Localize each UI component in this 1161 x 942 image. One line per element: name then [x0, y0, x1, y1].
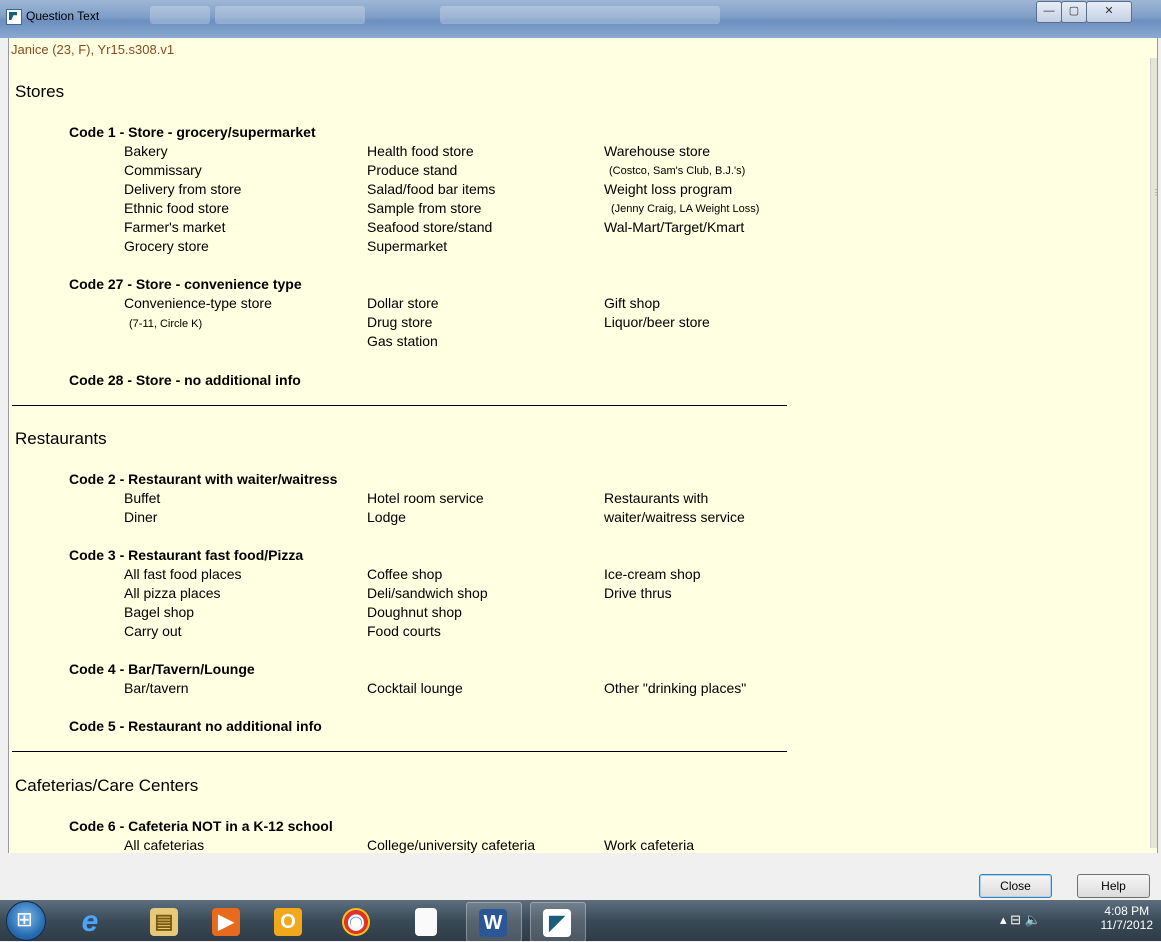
list-item: Sample from store	[367, 200, 482, 216]
list-item: Supermarket	[367, 238, 448, 254]
code-heading: Code 27 - Store - convenience type	[69, 276, 302, 292]
taskbar-word[interactable]	[466, 902, 522, 942]
outlook-icon: O	[274, 908, 302, 936]
folder-icon: ▤	[150, 908, 178, 936]
list-item: Farmer's market	[124, 219, 226, 235]
list-item: Carry out	[124, 623, 182, 639]
list-item: Convenience-type store	[124, 295, 272, 311]
list-item-note: (Jenny Craig, LA Weight Loss)	[611, 203, 760, 215]
question-text-panel[interactable]	[8, 38, 1158, 854]
close-button[interactable]: Close	[979, 874, 1052, 898]
list-item: Gift shop	[604, 295, 661, 311]
list-item: Delivery from store	[124, 181, 242, 197]
list-item: Liquor/beer store	[604, 314, 710, 330]
media-player-icon: ▶	[212, 908, 240, 936]
taskbar-outlook[interactable]	[262, 902, 316, 940]
list-item: Food courts	[367, 623, 441, 639]
code-heading: Code 1 - Store - grocery/supermarket	[69, 124, 316, 140]
title-bar[interactable]	[0, 0, 1161, 38]
list-item: Weight loss program	[604, 181, 733, 197]
taskbar	[0, 900, 1161, 941]
list-item: Dollar store	[367, 295, 439, 311]
list-item: Wal-Mart/Target/Kmart	[604, 219, 745, 235]
list-item: Other "drinking places"	[604, 680, 747, 696]
respondent-info: Janice (23, F), Yr15.s308.v1	[11, 42, 175, 57]
scrollbar-grip-icon[interactable]: ⋮	[1152, 188, 1160, 197]
list-item: College/university cafeteria	[367, 837, 536, 853]
code-heading: Code 3 - Restaurant fast food/Pizza	[69, 547, 304, 563]
section-title-stores: Stores	[15, 82, 65, 101]
list-item: Gas station	[367, 333, 438, 349]
list-item: Coffee shop	[367, 566, 443, 582]
internet-explorer-icon: e	[81, 905, 99, 938]
maximize-button[interactable]: ▢	[1061, 1, 1087, 23]
list-item: waiter/waitress service	[604, 509, 745, 525]
window-title: Question Text	[26, 9, 100, 23]
app-icon	[6, 9, 22, 25]
code-heading: Code 4 - Bar/Tavern/Lounge	[69, 661, 255, 677]
blank-document-icon	[415, 908, 437, 936]
windows-start-button[interactable]	[6, 901, 46, 941]
code-heading: Code 28 - Store - no additional info	[69, 372, 301, 388]
list-item: Buffet	[124, 490, 161, 506]
list-item-note: (Costco, Sam's Club, B.J.'s)	[609, 165, 746, 177]
clock-time: 4:08 PM	[1104, 904, 1150, 918]
section-title-restaurants: Restaurants	[15, 429, 107, 448]
help-button[interactable]: Help	[1077, 874, 1150, 898]
chrome-icon: ◉	[342, 908, 370, 936]
list-item: Hotel room service	[367, 490, 484, 506]
list-item: Bagel shop	[124, 604, 195, 620]
taskbar-chrome[interactable]	[330, 902, 384, 940]
list-item: Bakery	[124, 143, 168, 159]
list-item: Drug store	[367, 314, 433, 330]
vertical-scrollbar[interactable]	[1150, 58, 1160, 848]
list-item: All fast food places	[124, 566, 242, 582]
clock[interactable]	[1101, 904, 1154, 932]
code-heading: Code 2 - Restaurant with waiter/waitress	[69, 471, 338, 487]
code-heading: Code 5 - Restaurant no additional info	[69, 718, 322, 734]
list-item: Health food store	[367, 143, 474, 159]
list-item: Drive thrus	[604, 585, 672, 601]
list-item-note: (7-11, Circle K)	[129, 318, 203, 330]
system-tray-icons[interactable]: ▴ ⊟ 🔈	[1000, 912, 1041, 927]
list-item: Deli/sandwich shop	[367, 585, 488, 601]
list-item: Commissary	[124, 162, 202, 178]
title-bar-ghost-text	[150, 6, 210, 24]
list-item: Diner	[124, 509, 158, 525]
list-item: Ethnic food store	[124, 200, 230, 216]
title-bar-ghost-text	[215, 6, 365, 24]
list-item: Warehouse store	[604, 143, 711, 159]
list-item: Ice-cream shop	[604, 566, 701, 582]
taskbar-explorer[interactable]	[138, 902, 192, 940]
code-heading: Code 6 - Cafeteria NOT in a K-12 school	[69, 818, 333, 834]
word-icon: W	[479, 909, 507, 937]
divider	[12, 751, 787, 752]
taskbar-ie[interactable]	[64, 902, 118, 940]
taskbar-media[interactable]	[200, 902, 254, 940]
list-item: Lodge	[367, 509, 406, 525]
taskbar-survey-app[interactable]	[530, 902, 586, 942]
list-item: Cocktail lounge	[367, 680, 463, 696]
survey-app-icon: ◤	[543, 909, 571, 937]
divider	[12, 405, 787, 406]
section-title-cafeterias: Cafeterias/Care Centers	[15, 776, 199, 795]
list-item: Work cafeteria	[604, 837, 694, 853]
list-item: Produce stand	[367, 162, 458, 178]
list-item: Bar/tavern	[124, 680, 189, 696]
list-item: Salad/food bar items	[367, 181, 496, 197]
list-item: Doughnut shop	[367, 604, 462, 620]
list-item: All cafeterias	[124, 837, 205, 853]
clock-date: 11/7/2012	[1100, 918, 1153, 932]
window-close-button[interactable]: ✕	[1086, 1, 1132, 23]
minimize-button[interactable]: —	[1036, 1, 1062, 23]
button-strip	[0, 853, 1161, 900]
list-item: Seafood store/stand	[367, 219, 493, 235]
list-item: Grocery store	[124, 238, 209, 254]
title-bar-ghost-text	[440, 6, 720, 24]
taskbar-document[interactable]	[400, 902, 454, 940]
list-item: All pizza places	[124, 585, 221, 601]
list-item: Restaurants with	[604, 490, 709, 506]
